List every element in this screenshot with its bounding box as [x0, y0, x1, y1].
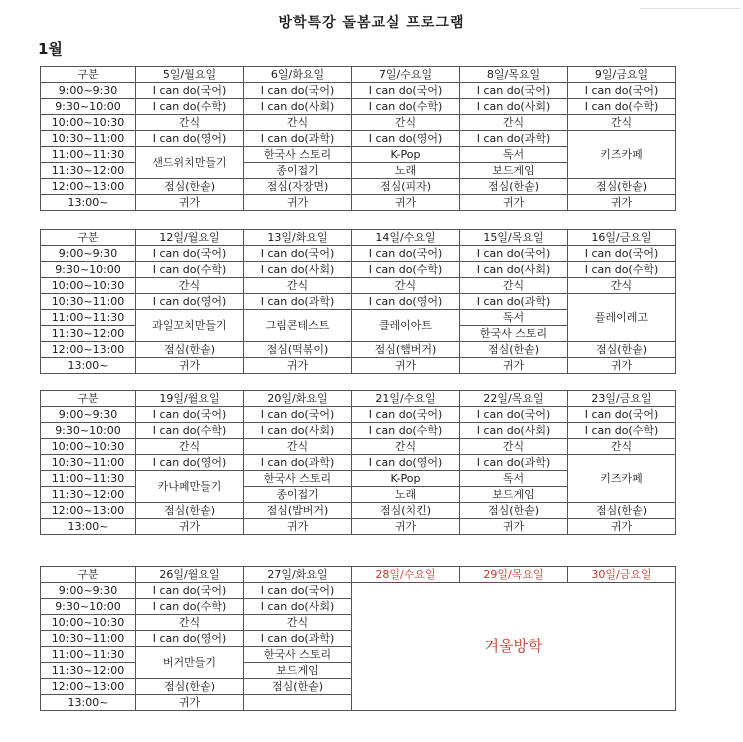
- schedule-cell: I can do(수학): [136, 262, 244, 278]
- activity-cell: 독서: [460, 310, 568, 326]
- home-cell: 귀가: [352, 519, 460, 535]
- activity-cell: 노래: [352, 487, 460, 503]
- header-cell: 22일/목요일: [460, 391, 568, 407]
- header-cell: 21일/수요일: [352, 391, 460, 407]
- table-row: [41, 519, 676, 535]
- home-cell: 귀가: [136, 358, 244, 374]
- table-row: [41, 455, 676, 471]
- snack-cell: 간식: [568, 439, 676, 455]
- table-row: [41, 131, 676, 147]
- header-row: [41, 567, 676, 583]
- header-row: [41, 230, 676, 246]
- snack-cell: 간식: [136, 278, 244, 294]
- vacation-label: 겨울방학: [484, 636, 543, 655]
- lunch-cell: 점심(한솥): [568, 179, 676, 195]
- activity-cell: 버거만들기: [136, 647, 244, 679]
- activity-cell: 한국사 스토리: [244, 471, 352, 487]
- header-cell: 19일/월요일: [136, 391, 244, 407]
- table-row: [41, 278, 676, 294]
- week-2-table: [40, 229, 676, 374]
- time-cell: 9:00~9:30: [41, 583, 136, 599]
- table-row: [41, 439, 676, 455]
- schedule-cell: I can do(국어): [352, 246, 460, 262]
- schedule-cell: I can do(수학): [352, 99, 460, 115]
- lunch-cell: 점심(한솥): [244, 679, 352, 695]
- time-cell: 9:00~9:30: [41, 407, 136, 423]
- schedule-cell: I can do(영어): [136, 294, 244, 310]
- activity-cell: K-Pop: [352, 471, 460, 487]
- activity-cell: 한국사 스토리: [244, 647, 352, 663]
- schedule-cell: I can do(과학): [460, 131, 568, 147]
- time-cell: 10:00~10:30: [41, 278, 136, 294]
- header-cell: 15일/목요일: [460, 230, 568, 246]
- schedule-cell: I can do(수학): [352, 262, 460, 278]
- header-cell: 구분: [41, 230, 136, 246]
- schedule-cell: I can do(과학): [244, 294, 352, 310]
- time-cell: 9:30~10:00: [41, 262, 136, 278]
- activity-cell: 키즈카페: [568, 455, 676, 503]
- activity-cell: 보드게임: [244, 663, 352, 679]
- schedule-cell: I can do(국어): [460, 246, 568, 262]
- header-cell-holiday: 29일/목요일: [460, 567, 568, 583]
- activity-cell: 샌드위치만들기: [136, 147, 244, 179]
- snack-cell: 간식: [460, 115, 568, 131]
- home-cell: 귀가: [568, 195, 676, 211]
- schedule-cell: I can do(국어): [136, 583, 244, 599]
- schedule-cell: I can do(수학): [568, 262, 676, 278]
- schedule-cell: I can do(영어): [136, 631, 244, 647]
- header-cell: 20일/화요일: [244, 391, 352, 407]
- header-cell: 27일/화요일: [244, 567, 352, 583]
- table-row: [41, 423, 676, 439]
- home-cell: [244, 695, 352, 711]
- time-cell: 10:00~10:30: [41, 115, 136, 131]
- activity-cell: K-Pop: [352, 147, 460, 163]
- lunch-cell: 점심(한솥): [460, 179, 568, 195]
- schedule-cell: I can do(수학): [136, 599, 244, 615]
- time-cell: 11:00~11:30: [41, 647, 136, 663]
- header-cell: 16일/금요일: [568, 230, 676, 246]
- time-cell: 11:30~12:00: [41, 163, 136, 179]
- header-cell: 구분: [41, 391, 136, 407]
- table-row: [41, 358, 676, 374]
- activity-cell: 보드게임: [460, 163, 568, 179]
- header-cell: 14일/수요일: [352, 230, 460, 246]
- time-cell: 12:00~13:00: [41, 679, 136, 695]
- time-cell: 13:00~: [41, 695, 136, 711]
- snack-cell: 간식: [460, 278, 568, 294]
- header-cell: 구분: [41, 67, 136, 83]
- activity-cell: 종이접기: [244, 163, 352, 179]
- schedule-cell: I can do(영어): [136, 455, 244, 471]
- lunch-cell: 점심(한솥): [460, 503, 568, 519]
- month-label: 1월: [38, 40, 63, 58]
- time-cell: 11:00~11:30: [41, 471, 136, 487]
- home-cell: 귀가: [460, 358, 568, 374]
- week-3-table: [40, 390, 676, 535]
- header-cell: 6일/화요일: [244, 67, 352, 83]
- page-title: 방학특강 돌봄교실 프로그램: [278, 15, 465, 31]
- table-row: [41, 294, 676, 310]
- activity-cell: 그림콘테스트: [244, 310, 352, 342]
- home-cell: 귀가: [244, 519, 352, 535]
- schedule-cell: I can do(국어): [136, 246, 244, 262]
- lunch-cell: 점심(밥버거): [244, 503, 352, 519]
- lunch-cell: 점심(떡볶이): [244, 342, 352, 358]
- time-cell: 12:00~13:00: [41, 342, 136, 358]
- table-row: [41, 246, 676, 262]
- table-row: [41, 195, 676, 211]
- time-cell: 12:00~13:00: [41, 503, 136, 519]
- home-cell: 귀가: [568, 358, 676, 374]
- schedule-cell: I can do(국어): [568, 246, 676, 262]
- time-cell: 13:00~: [41, 195, 136, 211]
- home-cell: 귀가: [136, 519, 244, 535]
- schedule-cell: I can do(수학): [568, 423, 676, 439]
- home-cell: 귀가: [136, 695, 244, 711]
- activity-cell: 종이접기: [244, 487, 352, 503]
- time-cell: 9:00~9:30: [41, 83, 136, 99]
- schedule-cell: I can do(사회): [244, 423, 352, 439]
- schedule-cell: I can do(국어): [244, 83, 352, 99]
- snack-cell: 간식: [460, 439, 568, 455]
- snack-cell: 간식: [568, 278, 676, 294]
- table-row: [41, 99, 676, 115]
- schedule-cell: I can do(과학): [460, 294, 568, 310]
- schedule-cell: I can do(국어): [568, 83, 676, 99]
- header-row: [41, 391, 676, 407]
- lunch-cell: 점심(한솥): [136, 179, 244, 195]
- snack-cell: 간식: [244, 439, 352, 455]
- snack-cell: 간식: [352, 115, 460, 131]
- top-edge-line: [640, 0, 740, 9]
- table-row: [41, 583, 676, 599]
- lunch-cell: 점심(피자): [352, 179, 460, 195]
- activity-cell: 한국사 스토리: [460, 326, 568, 342]
- vacation-cell: [352, 583, 676, 711]
- time-cell: 9:30~10:00: [41, 99, 136, 115]
- time-cell: 10:30~11:00: [41, 631, 136, 647]
- header-cell-holiday: 30일/금요일: [568, 567, 676, 583]
- lunch-cell: 점심(햄버거): [352, 342, 460, 358]
- time-cell: 9:00~9:30: [41, 246, 136, 262]
- home-cell: 귀가: [460, 195, 568, 211]
- schedule-cell: I can do(국어): [568, 407, 676, 423]
- activity-cell: 키즈카페: [568, 131, 676, 179]
- activity-cell: 한국사 스토리: [244, 147, 352, 163]
- activity-cell: 플레이레고: [568, 294, 676, 342]
- header-cell: 구분: [41, 567, 136, 583]
- home-cell: 귀가: [568, 519, 676, 535]
- table-row: [41, 503, 676, 519]
- table-row: [41, 342, 676, 358]
- home-cell: 귀가: [244, 195, 352, 211]
- table-row: [41, 83, 676, 99]
- time-cell: 11:30~12:00: [41, 487, 136, 503]
- lunch-cell: 점심(한솥): [460, 342, 568, 358]
- header-row: [41, 67, 676, 83]
- time-cell: 9:30~10:00: [41, 599, 136, 615]
- schedule-cell: I can do(영어): [136, 131, 244, 147]
- activity-cell: 보드게임: [460, 487, 568, 503]
- schedule-cell: I can do(사회): [244, 99, 352, 115]
- home-cell: 귀가: [136, 195, 244, 211]
- snack-cell: 간식: [244, 615, 352, 631]
- snack-cell: 간식: [352, 439, 460, 455]
- header-cell: 8일/목요일: [460, 67, 568, 83]
- snack-cell: 간식: [244, 278, 352, 294]
- schedule-cell: I can do(국어): [352, 407, 460, 423]
- table-row: [41, 262, 676, 278]
- time-cell: 10:00~10:30: [41, 615, 136, 631]
- schedule-cell: I can do(사회): [460, 262, 568, 278]
- activity-cell: 과일꼬치만들기: [136, 310, 244, 342]
- snack-cell: 간식: [136, 439, 244, 455]
- snack-cell: 간식: [136, 115, 244, 131]
- time-cell: 11:00~11:30: [41, 310, 136, 326]
- snack-cell: 간식: [568, 115, 676, 131]
- week-4-table: [40, 566, 676, 711]
- table-row: [41, 407, 676, 423]
- header-cell-holiday: 28일/수요일: [352, 567, 460, 583]
- schedule-cell: I can do(과학): [460, 455, 568, 471]
- schedule-cell: I can do(국어): [460, 83, 568, 99]
- time-cell: 13:00~: [41, 358, 136, 374]
- schedule-cell: I can do(과학): [244, 631, 352, 647]
- snack-cell: 간식: [136, 615, 244, 631]
- home-cell: 귀가: [244, 358, 352, 374]
- table-row: [41, 179, 676, 195]
- schedule-cell: I can do(국어): [460, 407, 568, 423]
- snack-cell: 간식: [352, 278, 460, 294]
- schedule-cell: I can do(국어): [136, 83, 244, 99]
- schedule-cell: I can do(사회): [460, 99, 568, 115]
- schedule-cell: I can do(국어): [244, 407, 352, 423]
- schedule-cell: I can do(수학): [136, 423, 244, 439]
- schedule-cell: I can do(영어): [352, 131, 460, 147]
- lunch-cell: 점심(한솥): [136, 503, 244, 519]
- week-1-table: [40, 66, 676, 211]
- header-cell: 12일/월요일: [136, 230, 244, 246]
- header-cell: 26일/월요일: [136, 567, 244, 583]
- snack-cell: 간식: [244, 115, 352, 131]
- time-cell: 13:00~: [41, 519, 136, 535]
- schedule-cell: I can do(수학): [136, 99, 244, 115]
- schedule-cell: I can do(수학): [352, 423, 460, 439]
- header-cell: 13일/화요일: [244, 230, 352, 246]
- time-cell: 10:30~11:00: [41, 455, 136, 471]
- time-cell: 10:30~11:00: [41, 294, 136, 310]
- header-cell: 9일/금요일: [568, 67, 676, 83]
- schedule-cell: I can do(사회): [460, 423, 568, 439]
- schedule-cell: I can do(사회): [244, 262, 352, 278]
- lunch-cell: 점심(치킨): [352, 503, 460, 519]
- lunch-cell: 점심(한솥): [568, 342, 676, 358]
- schedule-cell: I can do(과학): [244, 131, 352, 147]
- activity-cell: 클레이아트: [352, 310, 460, 342]
- activity-cell: 독서: [460, 471, 568, 487]
- lunch-cell: 점심(한솥): [136, 342, 244, 358]
- schedule-cell: I can do(과학): [244, 455, 352, 471]
- lunch-cell: 점심(자장면): [244, 179, 352, 195]
- lunch-cell: 점심(한솥): [568, 503, 676, 519]
- home-cell: 귀가: [352, 195, 460, 211]
- schedule-cell: I can do(국어): [352, 83, 460, 99]
- header-cell: 5일/월요일: [136, 67, 244, 83]
- schedule-cell: I can do(국어): [136, 407, 244, 423]
- activity-cell: 노래: [352, 163, 460, 179]
- table-row: [41, 115, 676, 131]
- activity-cell: 카나페만들기: [136, 471, 244, 503]
- home-cell: 귀가: [352, 358, 460, 374]
- schedule-cell: I can do(국어): [244, 246, 352, 262]
- schedule-cell: I can do(영어): [352, 455, 460, 471]
- schedule-cell: I can do(국어): [244, 583, 352, 599]
- lunch-cell: 점심(한솥): [136, 679, 244, 695]
- home-cell: 귀가: [460, 519, 568, 535]
- activity-cell: 독서: [460, 147, 568, 163]
- header-cell: 7일/수요일: [352, 67, 460, 83]
- time-cell: 11:30~12:00: [41, 326, 136, 342]
- time-cell: 9:30~10:00: [41, 423, 136, 439]
- time-cell: 12:00~13:00: [41, 179, 136, 195]
- time-cell: 11:30~12:00: [41, 663, 136, 679]
- time-cell: 11:00~11:30: [41, 147, 136, 163]
- time-cell: 10:00~10:30: [41, 439, 136, 455]
- header-cell: 23일/금요일: [568, 391, 676, 407]
- schedule-cell: I can do(사회): [244, 599, 352, 615]
- schedule-cell: I can do(수학): [568, 99, 676, 115]
- schedule-cell: I can do(영어): [352, 294, 460, 310]
- time-cell: 10:30~11:00: [41, 131, 136, 147]
